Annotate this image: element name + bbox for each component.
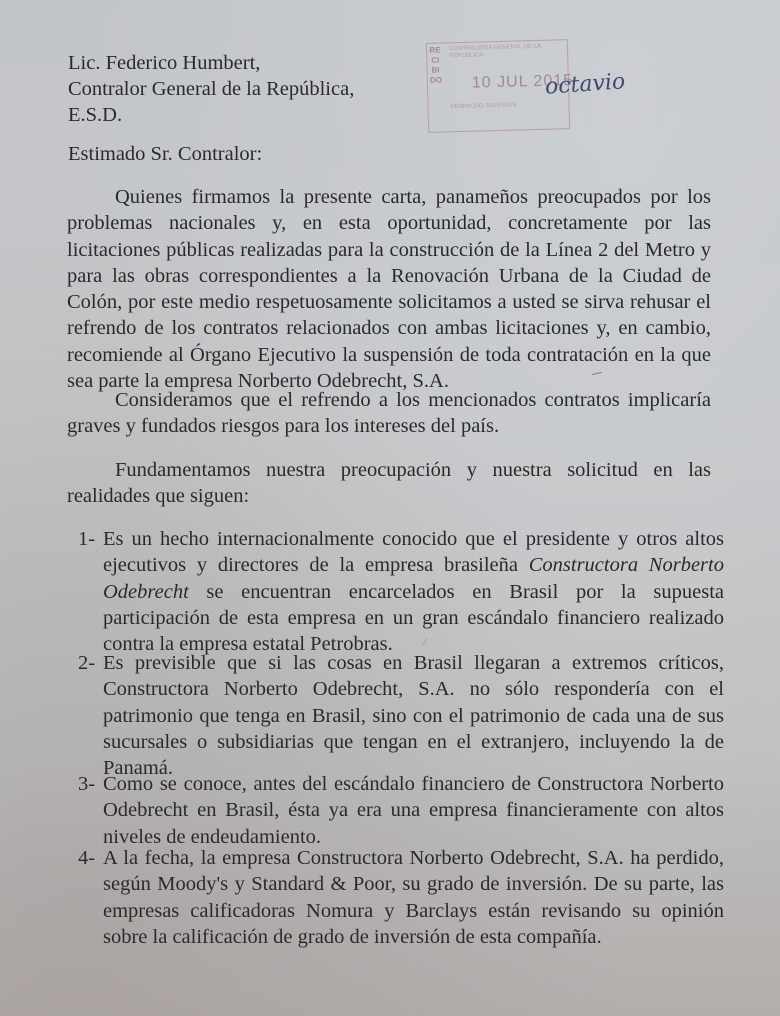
list-item — [78, 526, 724, 657]
list-text: Como se conoce, antes del escándalo financiero de Constructora Norberto Odebrecht en Brasil, ésta ya era una empresa financieramente con altos niveles de endeudamiento. — [103, 773, 724, 848]
list-text: Es previsible que si las cosas en Brasil llegaran a extremos críticos, Constructora Norberto Odebrecht, S.A. no sólo respondería con el patrimonio que tenga en Brasil, sino con el patrimonio de cada una de sus sucursales o subsidiarias que tengan en el extranjero, incluyendo la de Panamá. — [103, 652, 724, 780]
list-text-part: se encuentran encarcelados en Brasil por la supuesta participación de esta empresa en un gran escándalo financiero realizado contra la empresa estatal Petrobras. — [103, 580, 724, 656]
list-text — [103, 526, 724, 657]
list-item — [78, 650, 724, 781]
paragraph-grounds: Fundamentamos nuestra preocupación y nuestra solicitud en las realidades que siguen: — [67, 459, 711, 508]
stamp-date: 10 JUL 2015 — [471, 72, 574, 92]
stamp-received-label: RECIBIDO — [429, 45, 442, 85]
list-item — [78, 771, 724, 850]
recipient-address — [68, 50, 354, 128]
handwritten-signature: octavio — [544, 69, 627, 100]
list-number: 3- — [78, 773, 96, 795]
list-text: A la fecha, la empresa Constructora Norberto Odebrecht, S.A. ha perdido, según Moody's y Standard & Poor, su grado de inversión. De su parte, las empresas calificadoras Nomura y Barclays están revisando su opinión sobre la calificación de grado de inversión de esta compañía. — [103, 847, 724, 948]
recipient-name: Lic. Federico Humbert, — [68, 52, 261, 74]
salutation: Estimado Sr. Contralor: — [68, 143, 263, 165]
stamp-office: DESPACHO SUPERIOR — [450, 102, 517, 111]
list-item — [78, 845, 724, 950]
paragraph-request: Quienes firmamos la presente carta, panameños preocupados por los problemas nacionales y, en esta oportunidad, concretamente por las licitaciones públicas realizadas para la construcción de la Línea 2 del Metro y para las obras correspondientes a la Renovación Urbana de la Ciudad de Colón, por este medio respetuosamente solicitamos a usted se sirva rehusar el refrendo de los contratos relacionados con ambas licitaciones y, en cambio, recomiende al Órgano Ejecutivo la suspensión de toda contratación en la que sea parte la empresa Norberto Odebrecht, S.A. — [67, 186, 711, 393]
recipient-title: Contralor General de la República, — [68, 78, 355, 100]
list-number: 2- — [78, 652, 96, 674]
list-number: 1- — [78, 528, 96, 550]
list-text-part: Es un hecho internacionalmente conocido que el presidente y otros altos ejecutivos y directores de la empresa brasileña — [103, 528, 724, 577]
stamp-institution: CONTRALORÍA GENERAL DE LA REPÚBLICA — [448, 43, 541, 60]
recipient-esd: E.S.D. — [68, 104, 123, 126]
company-name-italic: Constructora Norberto Odebrecht — [103, 554, 724, 603]
list-number: 4- — [78, 847, 96, 869]
paragraph-risk: Consideramos que el refrendo a los mencionados contratos implicaría graves y fundados riesgos para los intereses del país. — [67, 389, 711, 438]
